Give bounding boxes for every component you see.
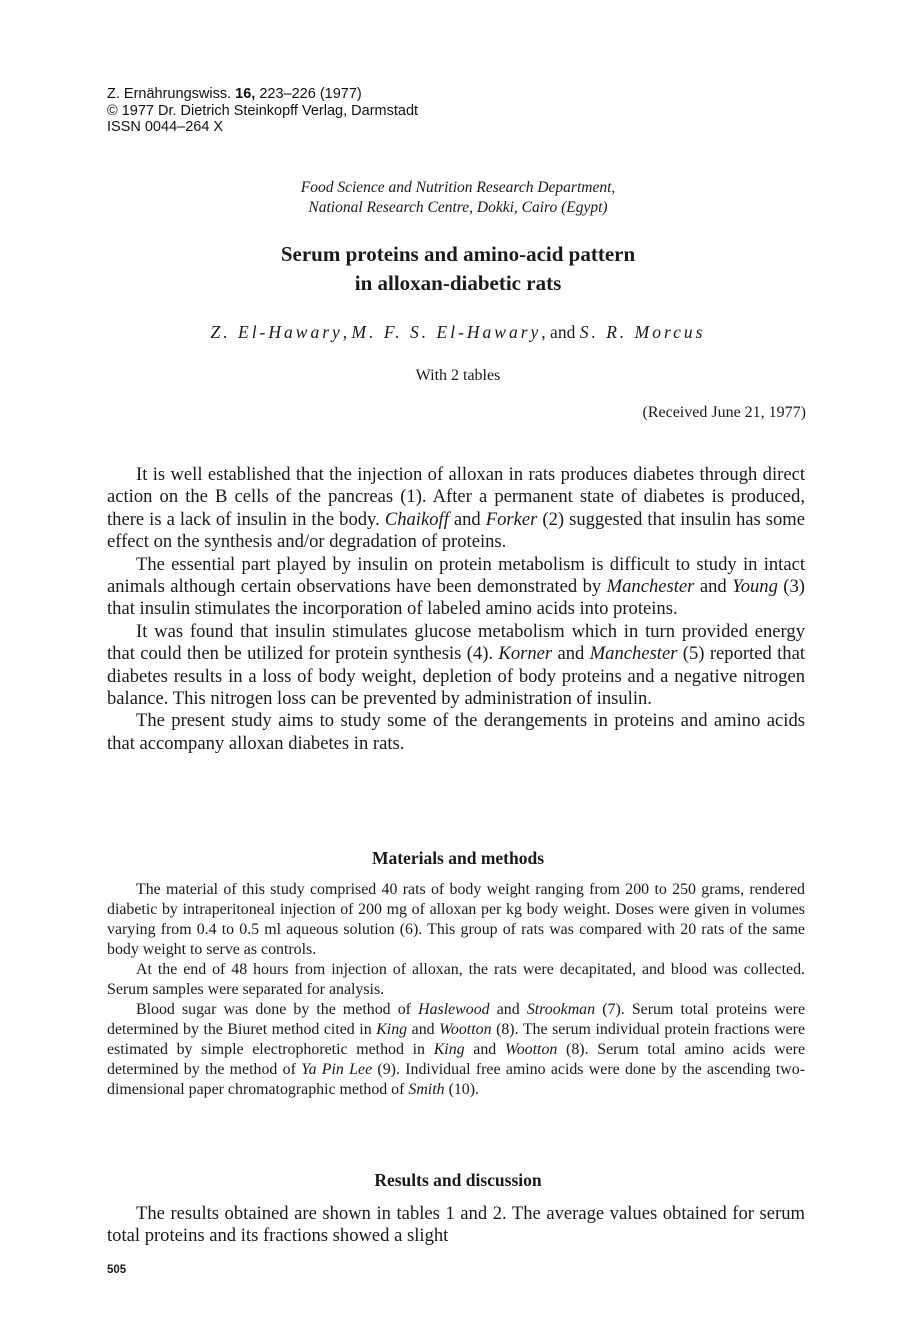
issn-line: ISSN 0044–264 X bbox=[107, 119, 224, 135]
author-list: Z. El-Hawary, M. F. S. El-Hawary, and S. R. Morcus bbox=[210, 322, 706, 342]
author-name: S. R. Morcus bbox=[579, 322, 706, 342]
affiliation-line: Food Science and Nutrition Research Department, bbox=[300, 179, 616, 196]
paragraph: The results obtained are shown in tables 1 and 2. The average values obtained for serum total proteins and its fractions showed a slight bbox=[107, 1203, 805, 1247]
page-number: 505 bbox=[107, 1264, 127, 1276]
cited-author: Chaikoff bbox=[384, 508, 449, 530]
cited-author: King bbox=[433, 1041, 465, 1058]
affiliation bbox=[0, 178, 916, 218]
cited-author: Wootton bbox=[439, 1021, 492, 1038]
affiliation-line: National Research Centre, Dokki, Cairo (Egypt) bbox=[308, 199, 608, 216]
paragraph: The material of this study comprised 40 rats of body weight ranging from 200 to 250 grams, rendered diabetic by intraperitoneal injection of 200 mg of alloxan per kg body weight. Doses were given in volumes varying from 0.4 to 0.5 ml aqueous solution (6). This group of rats was compared with 20 rats of the same body weight to serve as controls. bbox=[107, 881, 805, 958]
paragraph: The present study aims to study some of the derangements in proteins and amino acids that accompany alloxan diabetes in rats. bbox=[107, 710, 805, 754]
journal-pages-year: 223–226 (1977) bbox=[255, 86, 362, 102]
paragraph: At the end of 48 hours from injection of alloxan, the rats were decapitated, and blood was collected. Serum samples were separated for analysis. bbox=[107, 961, 805, 998]
cited-author: Korner bbox=[498, 643, 553, 665]
paragraph: Blood sugar was done by the method of Haslewood and Strookman (7). Serum total proteins were determined by the Biuret method cited in King and Wootton (8). The serum individual protein fractions were estimated by simple electrophoretic method in King and Wootton (8). Serum total amino acids were determined by the method of Ya Pin Lee (9). Individual free amino acids were done by the ascending two-dimensional paper chromatographic method of Smith (10). bbox=[107, 1001, 806, 1098]
title-line: in alloxan-diabetic rats bbox=[354, 271, 562, 295]
cited-author: Ya Pin Lee bbox=[301, 1061, 373, 1078]
cited-author: Manchester bbox=[606, 576, 695, 598]
results-section bbox=[107, 1203, 805, 1248]
cited-author: Manchester bbox=[589, 643, 678, 665]
journal-name: Z. Ernährungswiss. bbox=[107, 86, 236, 102]
paragraph: It was found that insulin stimulates glucose metabolism which in turn provided energy that could then be utilized for protein synthesis (4). Korner and Manchester (5) reported that diabetes results in a loss of body weight, depletion of body proteins and a negative nitrogen balance. This nitrogen loss can be prevented by administration of insulin. bbox=[107, 620, 805, 710]
paragraph: It is well established that the injection of alloxan in rats produces diabetes through direct action on the B cells of the pancreas (1). After a permanent state of diabetes is produced, there is a lack of insulin in the body. Chaikoff and Forker (2) suggested that insulin has some effect on the synthesis and/or degradation of proteins. bbox=[107, 464, 805, 553]
cited-author: Strookman bbox=[526, 1001, 596, 1018]
paragraph: The essential part played by insulin on protein metabolism is difficult to study in intact animals although certain observations have been demonstrated by Manchester and Young (3) that insulin stimulates the incorporation of labeled amino acids into proteins. bbox=[107, 553, 805, 620]
author-name: Z. El-Hawary bbox=[210, 322, 343, 342]
section-heading-methods: Materials and methods bbox=[371, 848, 545, 868]
methods-section bbox=[107, 880, 805, 1100]
tables-note: With 2 tables bbox=[415, 367, 501, 384]
received-date: (Received June 21, 1977) bbox=[642, 404, 806, 421]
copyright-line: © 1977 Dr. Dietrich Steinkopff Verlag, Darmstadt bbox=[107, 102, 419, 119]
introduction bbox=[107, 464, 805, 755]
journal-volume: 16, bbox=[235, 86, 256, 102]
title-line: Serum proteins and amino-acid pattern bbox=[280, 242, 636, 266]
cited-author: Wootton bbox=[504, 1041, 558, 1058]
journal-reference bbox=[107, 86, 418, 103]
section-heading-results: Results and discussion bbox=[374, 1170, 542, 1190]
cited-author: King bbox=[376, 1021, 408, 1038]
author-name: M. F. S. El-Hawary bbox=[351, 322, 542, 342]
cited-author: Young bbox=[732, 576, 778, 598]
author-conjunction: and bbox=[550, 322, 576, 342]
cited-author: Forker bbox=[485, 508, 538, 530]
paper-title bbox=[0, 240, 916, 298]
cited-author: Smith bbox=[408, 1081, 445, 1098]
cited-author: Haslewood bbox=[418, 1001, 490, 1018]
journal-citation-header bbox=[107, 86, 418, 136]
